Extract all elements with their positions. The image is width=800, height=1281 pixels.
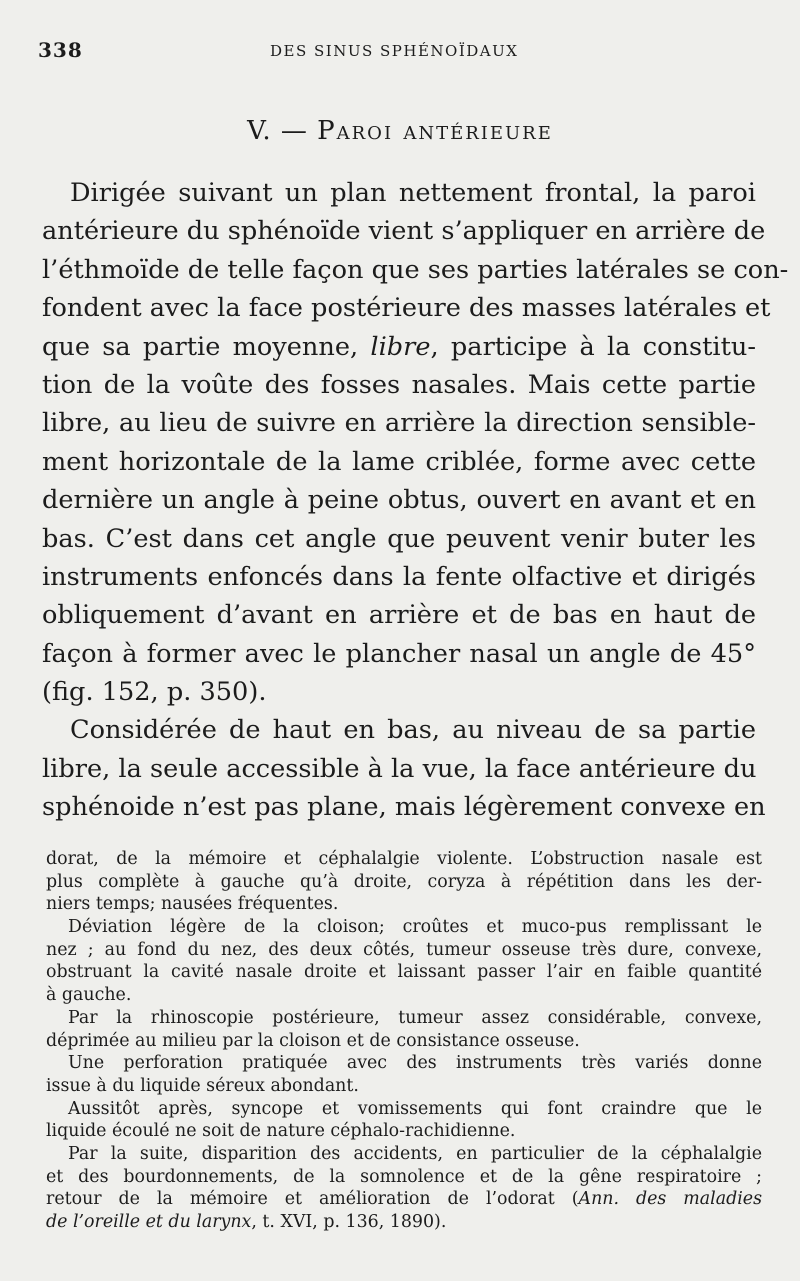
case-notes (46, 848, 762, 1234)
note-line: Une perforation pratiquée avec des instruments très variés donne (68, 1053, 762, 1074)
citation-title: Ann. des maladies (578, 1189, 762, 1210)
body-line: fondent avec la face postérieure des masses latérales et (42, 293, 771, 324)
body-line: sphénoide n’est pas plane, mais légèrement convexe en (42, 792, 766, 823)
note-line: Par la suite, disparition des accidents, en particulier de la céphalalgie (68, 1143, 762, 1164)
note-line (46, 1211, 762, 1234)
body-line: tion de la voûte des fosses nasales. Mais cette partie (42, 369, 756, 400)
emphasis-libre: libre (370, 331, 431, 362)
note-text: , t. XVI, p. 136, 1890). (251, 1212, 447, 1232)
note-line: niers temps; nausées fréquentes. (46, 894, 339, 915)
section-number: V. — (247, 116, 308, 146)
body-line: Considérée de haut en bas, au niveau de sa partie (70, 715, 756, 746)
body-line: dernière un angle à peine obtus, ouvert en avant et en (42, 485, 756, 516)
citation-title: de l’oreille et du larynx (46, 1212, 252, 1232)
page-number: 338 (38, 38, 83, 62)
section-heading (0, 116, 800, 146)
running-head (38, 38, 760, 66)
main-text (42, 174, 789, 827)
body-text: , participe à la constitu- (430, 331, 756, 362)
note-line: Aussitôt après, syncope et vomissements qui font craindre que le (68, 1098, 762, 1119)
note-line: à gauche. (46, 985, 132, 1006)
body-line: libre, la seule accessible à la vue, la face antérieure du (42, 753, 757, 784)
note-line (46, 1188, 762, 1211)
note-line: Par la rhinoscopie postérieure, tumeur assez considérable, convexe, (68, 1007, 762, 1028)
note-line: Déviation légère de la cloison; croûtes et muco-pus remplissant le (68, 917, 762, 938)
note-line: déprimée au milieu par la cloison et de consistance osseuse. (46, 1030, 580, 1051)
body-line: (fig. 152, p. 350). (42, 677, 267, 708)
section-title: Paroi antérieure (317, 116, 553, 146)
note-line: liquide écoulé ne soit de nature céphalo-rachidienne. (46, 1121, 516, 1142)
body-line: façon à former avec le plancher nasal un angle de 45° (42, 638, 756, 669)
note-line: plus complète à gauche qu’à droite, coryza à répétition dans les der- (46, 871, 762, 892)
body-line: libre, au lieu de suivre en arrière la direction sensible- (42, 408, 756, 439)
body-line: instruments enfoncés dans la fente olfactive et dirigés (42, 561, 756, 592)
note-text: retour de la mémoire et amélioration de l’odorat ( (46, 1189, 579, 1210)
body-text: que sa partie moyenne, (42, 331, 371, 362)
note-line: dorat, de la mémoire et céphalalgie violente. L’obstruction nasale est (46, 849, 762, 869)
body-line: ment horizontale de la lame criblée, forme avec cette (42, 446, 756, 477)
note-line: obstruant la cavité nasale droite et laissant passer l’air en faible quantité (46, 962, 762, 983)
running-title: DES SINUS SPHÉNOÏDAUX (270, 42, 519, 60)
note-line: et des bourdonnements, de la somnolence et de la gêne respiratoire ; (46, 1166, 762, 1187)
note-line: issue à du liquide séreux abondant. (46, 1075, 359, 1096)
body-line: Dirigée suivant un plan nettement frontal, la paroi (70, 178, 756, 208)
body-line (42, 328, 756, 366)
body-line: l’éthmoïde de telle façon que ses parties latérales se con- (42, 254, 789, 285)
note-line: nez ; au fond du nez, des deux côtés, tumeur osseuse très dure, convexe, (46, 939, 762, 960)
body-line: bas. C’est dans cet angle que peuvent venir buter les (42, 523, 756, 554)
body-line: obliquement d’avant en arrière et de bas en haut de (42, 600, 756, 631)
body-line: antérieure du sphénoïde vient s’appliquer en arrière de (42, 216, 766, 247)
